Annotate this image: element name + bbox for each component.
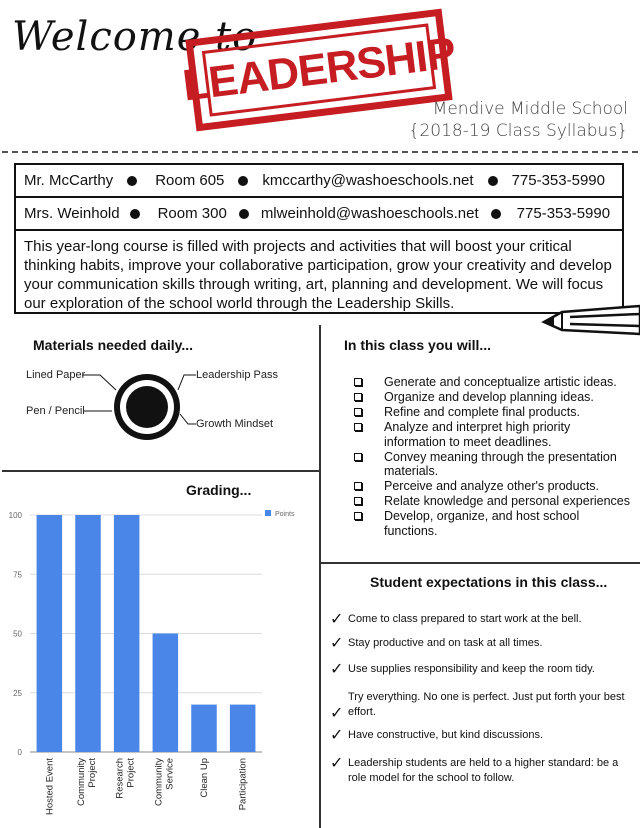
email-link[interactable]: mlweinhold@washoeschools.net: [260, 205, 479, 222]
checkbox-icon: [354, 482, 362, 490]
bar: [230, 705, 256, 752]
checkmark-icon: ✓: [330, 635, 344, 652]
expectations-heading: Student expectations in this class...: [370, 574, 608, 590]
x-tick-label: Hosted Event: [44, 758, 56, 816]
list-item: Relate knowledge and personal experiences: [352, 494, 632, 509]
checkmark-icon: ✓: [330, 705, 344, 722]
bullet-icon: [130, 209, 140, 219]
phone-number: 775-353-5990: [516, 205, 611, 222]
list-item: ✓ Leadership students are held to a higher standard: be a role model for the school to follow.: [330, 755, 619, 784]
bullet-icon: [491, 209, 501, 219]
checkbox-icon: [354, 393, 362, 401]
list-item: Refine and complete final products.: [352, 405, 632, 420]
bar: [153, 634, 179, 753]
bullet-icon: [127, 176, 137, 186]
material-pen-pencil: Pen / Pencil: [26, 405, 85, 417]
class-tasks-heading: In this class you will...: [344, 337, 492, 353]
y-tick-label: 75: [13, 570, 22, 580]
bar: [191, 705, 217, 752]
bar: [114, 515, 140, 752]
dashed-divider: [2, 151, 638, 153]
x-tick-label: CommunityService: [153, 758, 176, 807]
section-divider: [320, 562, 640, 564]
list-item: Perceive and analyze other's products.: [352, 479, 632, 494]
checkbox-icon: [354, 453, 362, 461]
x-tick-label: CommunityProject: [76, 758, 98, 807]
legend-swatch: [265, 510, 271, 516]
course-description: This year-long course is filled with projects and activities that will boost your critical thinking habits, improve your collaborative participation, grow your creativity and develop your communication skills through writing, art, planning and development. We will focus our exploration of the school world through the Leadership Skills.: [24, 238, 612, 312]
list-item: Organize and develop planning ideas.: [352, 390, 632, 405]
y-tick-label: 100: [8, 511, 22, 520]
bar: [75, 515, 101, 752]
list-item: Generate and conceptualize artistic ideas.: [352, 375, 632, 390]
x-tick-label: Clean Up: [199, 758, 210, 798]
expectations-list: [330, 612, 630, 786]
list-item: ✓ Have constructive, but kind discussions.: [330, 727, 544, 744]
school-name: Mendive Middle School: [432, 99, 628, 119]
teacher-name: Mr. McCarthy: [24, 172, 114, 189]
contact-row: [16, 198, 622, 231]
bullet-icon: [488, 176, 498, 186]
pencil-icon: [540, 300, 640, 340]
stamp-text: LEADERSHIP: [202, 23, 436, 116]
x-tick-label: ResearchProject: [114, 758, 137, 799]
checkmark-icon: ✓: [330, 755, 344, 772]
list-item: ✓ Try everything. No one is perfect. Just put forth your best effort.: [330, 691, 625, 722]
phone-number: 775-353-5990: [511, 172, 605, 189]
checkbox-icon: [354, 512, 362, 520]
bullet-icon: [239, 209, 249, 219]
list-item: Analyze and interpret high priority information to meet deadlines.: [352, 420, 632, 449]
legend-label: Points: [275, 511, 295, 518]
email-link[interactable]: kmccarthy@washoeschools.net: [262, 172, 474, 189]
syllabus-label: {2018-19 Class Syllabus}: [408, 121, 628, 141]
school-info: [409, 98, 628, 142]
checkbox-icon: [354, 497, 362, 505]
checkmark-icon: ✓: [330, 727, 344, 744]
teacher-name: Mrs. Weinhold: [24, 205, 120, 222]
target-icon: [114, 374, 180, 440]
y-tick-label: 50: [13, 629, 22, 639]
contact-row: [16, 165, 622, 198]
checkbox-icon: [354, 423, 362, 431]
x-tick-label: Participation: [237, 758, 249, 811]
y-tick-label: 0: [17, 748, 22, 757]
list-item: Develop, organize, and host school functions.: [352, 509, 632, 538]
checkbox-icon: [354, 378, 362, 386]
checkmark-icon: ✓: [330, 661, 344, 678]
y-tick-label: 25: [13, 688, 22, 698]
materials-heading: Materials needed daily...: [33, 337, 194, 353]
class-tasks-list: [352, 375, 632, 539]
contact-box: [14, 163, 624, 314]
bar: [37, 515, 63, 752]
room-number: Room 605: [155, 172, 225, 189]
welcome-title: Welcome to: [12, 14, 258, 60]
checkmark-icon: ✓: [330, 611, 344, 628]
list-item: ✓ Stay productive and on task at all times.: [330, 635, 543, 652]
material-growth-mindset: Growth Mindset: [196, 418, 274, 430]
checkbox-icon: [354, 408, 362, 416]
bullet-icon: [238, 176, 248, 186]
list-item: Convey meaning through the presentation materials.: [352, 450, 632, 479]
grading-chart: [0, 500, 318, 828]
material-leadership-pass: Leadership Pass: [196, 369, 278, 381]
list-item: ✓ Come to class prepared to start work at the bell.: [330, 611, 582, 628]
material-lined-paper: Lined Paper: [26, 369, 86, 381]
room-number: Room 300: [157, 205, 227, 222]
grading-heading: Grading...: [186, 482, 252, 498]
section-divider: [2, 470, 320, 472]
list-item: ✓ Use supplies responsibility and keep the room tidy.: [330, 661, 595, 678]
